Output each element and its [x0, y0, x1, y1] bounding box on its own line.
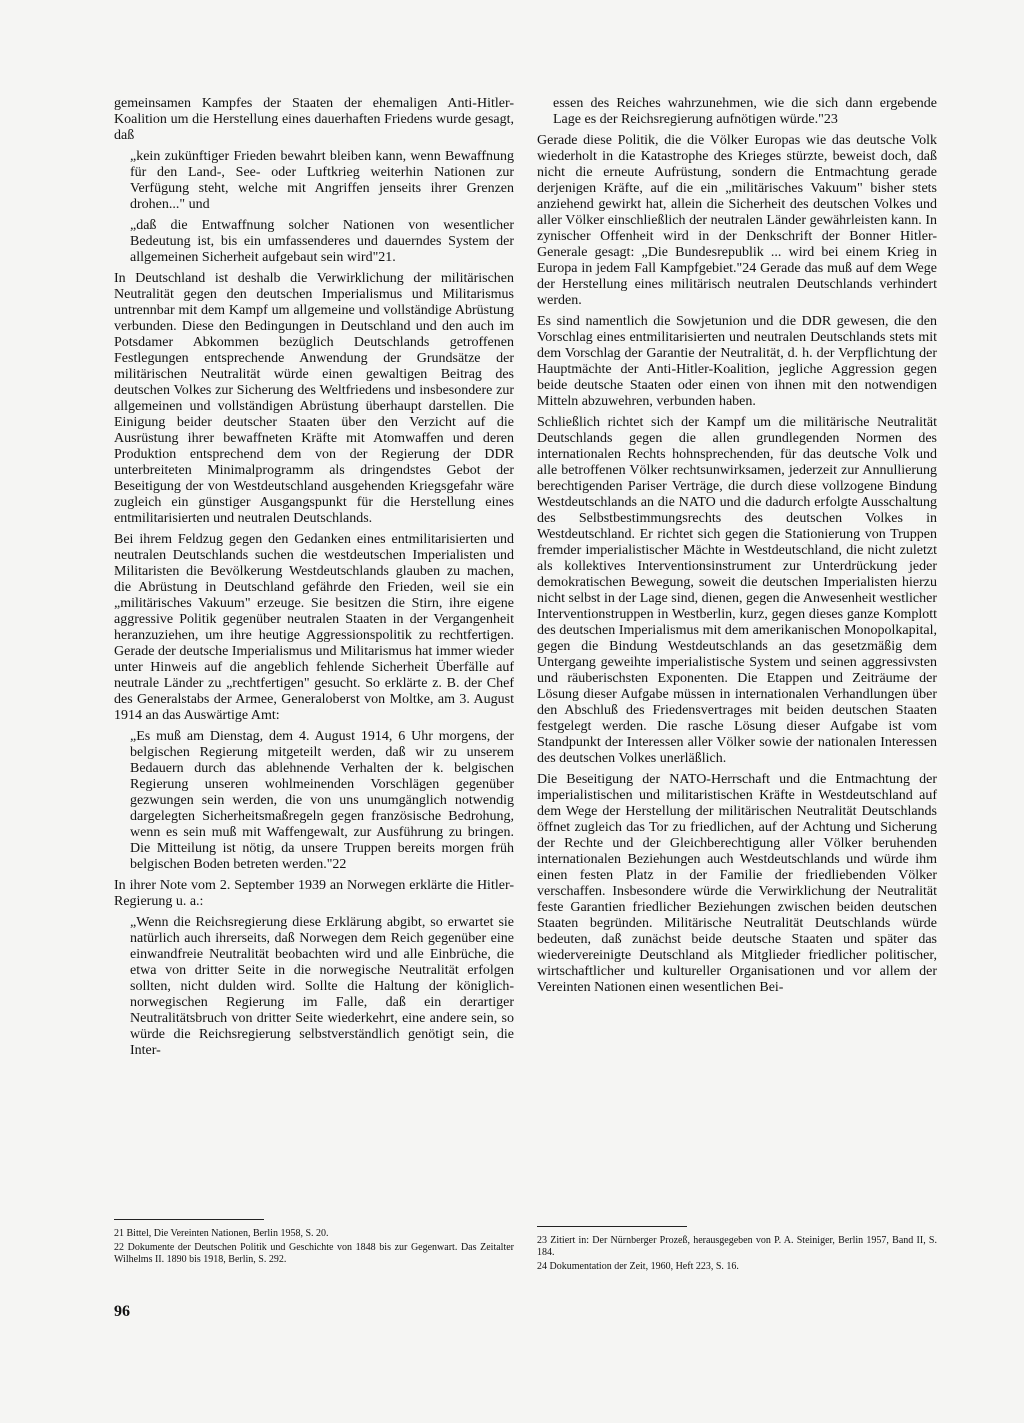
- quote-paragraph: „Es muß am Dienstag, dem 4. August 1914, 6 Uhr morgens, der belgischen Regierung mitgeteilt werden, daß wir zu unserem Bedauern durch das ablehnende Verhalten der k. belgischen Regierung unseren wohlmeinenden Vorschlägen gegenüber gezwungen sein werden, die von uns unumgänglich notwendig dargelegten Sicherheitsmaßregeln gegen französische Bedrohung, wenn es sein muß mit Waffengewalt, zur Ausführung zu bringen. Die Mitteilung ist nötig, da unsere Truppen bereits morgen früh belgischen Boden betreten werden."22: [130, 729, 514, 872]
- quote-paragraph: „daß die Entwaffnung solcher Nationen von wesentlicher Bedeutung ist, bis ein umfassenderes und dauerndes System der allgemeinen Sicherheit aufgebaut sein wird"21.: [130, 218, 514, 265]
- right-footnotes: [537, 1235, 937, 1275]
- paragraph: Die Beseitigung der NATO-Herrschaft und die Entmachtung der imperialistischen und militaristischen Kräfte in Westdeutschland auf dem Wege der Herstellung der militärischen Neutralität Deutschlands öffnet zugleich das Tor zu friedlichen, auf der Achtung und Sicherung der Rechte und der Gleichberechtigung aller Völker beruhenden internationalen Beziehungen auch Westdeutschlands und würde ihm einen festen Platz in der Familie der friedliebenden Völker verschaffen. Insbesondere würde die Verwirklichung der Neutralität feste Garantien friedlicher Beziehungen zwischen beiden deutschen Staaten begründen. Militärische Neutralität Deutschlands würde bedeuten, daß zunächst beide deutsche Staaten und später das wiedervereinigte Deutschland als Mitglieder friedlicher politischer, wirtschaftlicher und kultureller Organisationen und vor allem der Vereinten Nationen einen wesentlichen Bei-: [537, 772, 937, 995]
- footnote-divider: [114, 1219, 264, 1220]
- paragraph: gemeinsamen Kampfes der Staaten der ehemaligen Anti-Hitler-Koalition um die Herstellung eines dauerhaften Friedens wurde gesagt, daß: [114, 96, 514, 143]
- footnote: 23 Zitiert in: Der Nürnberger Prozeß, herausgegeben von P. A. Steiniger, Berlin 1957, Band II, S. 184.: [537, 1235, 937, 1258]
- paragraph: In Deutschland ist deshalb die Verwirklichung der militärischen Neutralität gegen den deutschen Imperialismus und Militarismus untrennbar mit dem Kampf um allgemeine und vollständige Abrüstung verbunden. Diese den Bedingungen in Deutschland und den auch im Potsdamer Abkommen bezüglich Deutschlands getroffenen Festlegungen entsprechende Anwendung der Grundsätze der militärischen Neutralität würde einen gewaltigen Beitrag des deutschen Volkes zur Sicherung des Weltfriedens und insbesondere zur allgemeinen und vollständigen Abrüstung überhaupt darstellen. Die Einigung beider deutscher Staaten über den Verzicht auf die Ausrüstung ihrer bewaffneten Kräfte mit Atomwaffen und deren Produktion entsprechend dem von der Regierung der DDR unterbreiteten Minimalprogramm als dringendstes Gebot der Beseitigung der von Westdeutschland ausgehenden Kriegsgefahr wäre zugleich ein günstiger Ausgangspunkt für die Herstellung eines entmilitarisierten und neutralen Deutschlands.: [114, 271, 514, 526]
- page-number: 96: [114, 1303, 130, 1320]
- quote-paragraph: „kein zukünftiger Frieden bewahrt bleiben kann, wenn Bewaffnung für den Land-, See- oder Luftkrieg weiterhin Nationen zur Verfügung steht, welche mit Angriffen jenseits ihrer Grenzen drohen..." und: [130, 149, 514, 212]
- paragraph: In ihrer Note vom 2. September 1939 an Norwegen erklärte die Hitler-Regierung u. a.:: [114, 878, 514, 909]
- left-column: [114, 96, 514, 1064]
- right-column: [537, 96, 937, 1001]
- footnote: 24 Dokumentation der Zeit, 1960, Heft 223, S. 16.: [537, 1261, 739, 1272]
- paragraph: Schließlich richtet sich der Kampf um die militärische Neutralität Deutschlands gegen die allen grundlegenden Normen des internationalen Rechts hohnsprechenden, für das deutsche Volk und alle betroffenen Völker rechtsunwirksamen, jederzeit zur Annullierung berechtigenden Pariser Verträge, die durch diese vollzogene Bindung Westdeutschlands an die NATO und die dadurch erfolgte Ausschaltung des Selbstbestimmungsrechts des deutschen Volkes in Westdeutschland. Er richtet sich gegen die Stationierung von Truppen fremder imperialistischer Mächte in Westdeutschland, die nicht zuletzt als kollektives Interventionsinstrument zur Unterdrückung jeder demokratischen Bewegung, soweit die deutschen Imperialisten hierzu nicht selbst in der Lage sind, dienen, gegen die Anwesenheit westlicher Interventionstruppen in Westberlin, kurz, gegen dieses ganze Komplott des deutschen Imperialismus mit dem amerikanischen Monopolkapital, gegen die Bindung Westdeutschlands an das gesetzmäßig dem Untergang geweihte imperialistische System und seinen aggressivsten und räuberischsten Exponenten. Die Etappen und Zeiträume der Lösung dieser Aufgabe müssen in internationalen Verhandlungen über den Abschluß des Friedensvertrages mit beiden deutschen Staaten festgelegt werden. Die rasche Lösung dieser Aufgabe ist vom Standpunkt der Interessen aller Völker sowie der nationalen Interessen des deutschen Volkes unerläßlich.: [537, 415, 937, 766]
- paragraph: Es sind namentlich die Sowjetunion und die DDR gewesen, die den Vorschlag eines entmilitarisierten und neutralen Deutschlands stets mit dem Vorschlag der Garantie der Neutralität, d. h. der Verpflichtung der Hauptmächte der Anti-Hitler-Koalition, jegliche Aggression gegen beide deutsche Staaten oder einen von ihnen mit den notwendigen Mitteln abzuwehren, verbunden haben.: [537, 314, 937, 409]
- footnote-divider: [537, 1226, 687, 1227]
- quote-paragraph: essen des Reiches wahrzunehmen, wie die sich dann ergebende Lage es der Reichsregierung aufnötigen würde."23: [553, 96, 937, 127]
- paragraph: Gerade diese Politik, die die Völker Europas wie das deutsche Volk wiederholt in die Katastrophe des Krieges stürzte, beweist doch, daß nicht die erneute Aufrüstung, sondern die Entmachtung gerade derjenigen Kräfte, auf die ein „militärisches Vakuum" bisher stets anziehend gewirkt hat, allein die Sicherheit des deutschen Volkes und aller Völker einschließlich der neutralen Länder gewährleisten kann. In zynischer Offenheit wird in der Denkschrift der Bonner Hitler-Generale gesagt: „Die Bundesrepublik ... wird bei einem Krieg in Europa in jedem Fall Kampfgebiet."24 Gerade das muß auf dem Wege der Herstellung eines militärisch neutralen Deutschlands verhindert werden.: [537, 133, 937, 308]
- paragraph: Bei ihrem Feldzug gegen den Gedanken eines entmilitarisierten und neutralen Deutschlands suchen die westdeutschen Imperialisten und Militaristen die Bevölkerung Westdeutschlands glauben zu machen, die Abrüstung in Deutschland gefährde den Frieden, weil sie ein „militärisches Vakuum" erzeuge. Sie besitzen die Stirn, ihre eigene aggressive Politik gegenüber neutralen Staaten in der Vergangenheit heranzuziehen, um ihre heutige Aggressionspolitik zu rechtfertigen. Gerade der deutsche Imperialismus und Militarismus hat immer wieder unter Hinweis auf die angeblich fehlende Sicherheit Überfälle auf neutrale Länder zu „rechtfertigen" gesucht. So erklärte z. B. der Chef des Generalstabs der Armee, Generaloberst von Moltke, am 3. August 1914 an das Auswärtige Amt:: [114, 532, 514, 723]
- left-footnotes: [114, 1228, 514, 1268]
- quote-paragraph: „Wenn die Reichsregierung diese Erklärung abgibt, so erwartet sie natürlich auch ihrerseits, daß Norwegen dem Reich gegenüber eine einwandfreie Neutralität beobachten wird und alle Einbrüche, die etwa von dritter Seite in die norwegische Neutralität erfolgen sollten, nicht dulden wird. Sollte die Haltung der königlich-norwegischen Regierung im Falle, daß ein derartiger Neutralitätsbruch von dritter Seite wiederkehrt, eine andere sein, so würde die Reichsregierung selbstverständlich genötigt sein, die Inter-: [130, 915, 514, 1058]
- footnote: 22 Dokumente der Deutschen Politik und Geschichte von 1848 bis zur Gegenwart. Das Zeitalter Wilhelms II. 1890 bis 1918, Berlin, S. 292.: [114, 1242, 514, 1265]
- footnote: 21 Bittel, Die Vereinten Nationen, Berlin 1958, S. 20.: [114, 1228, 329, 1239]
